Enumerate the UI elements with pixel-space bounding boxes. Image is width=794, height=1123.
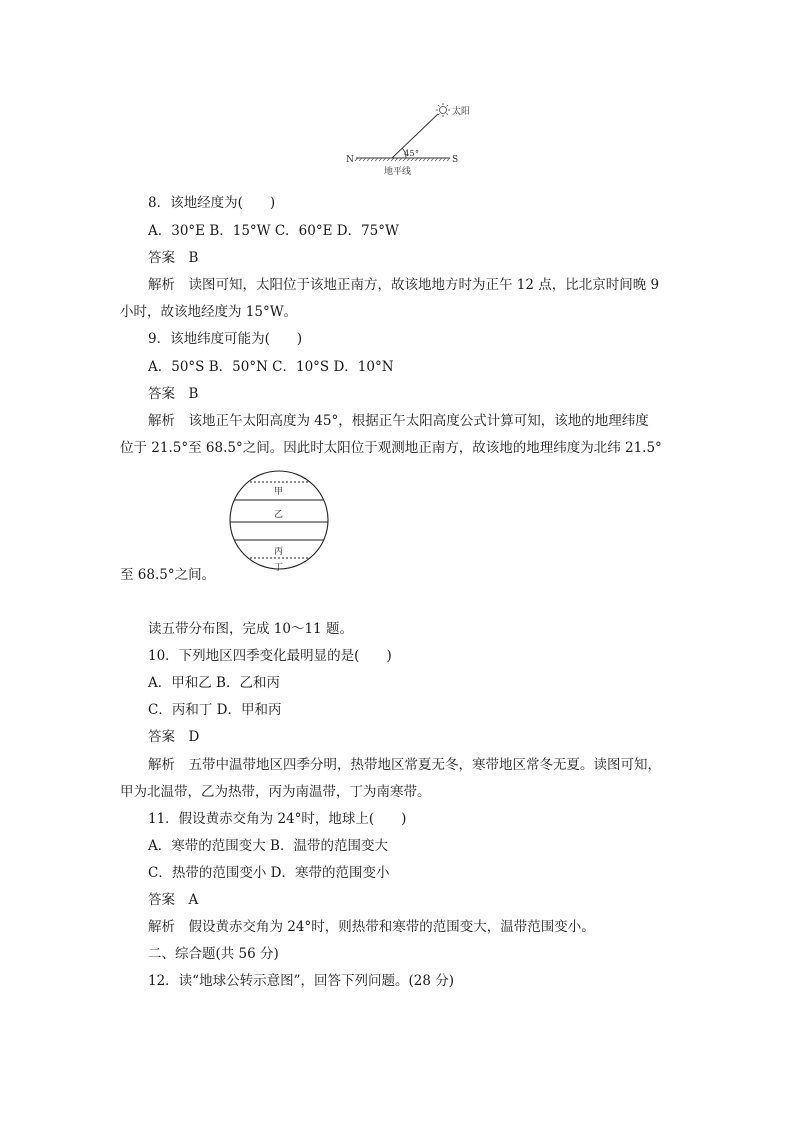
five-zones-diagram	[226, 470, 332, 574]
q11-options-line2: C．热带的范围变小 D．寒带的范围变小	[148, 865, 390, 881]
zone-c-label: 丙	[274, 547, 284, 557]
q9-options: A．50°S B．50°N C．10°S D．10°N	[148, 359, 394, 375]
q10-analysis-line2: 甲为北温带，乙为热带，丙为南温带，丁为南寒带。	[120, 784, 431, 800]
q10-analysis-line1: 解析 五带中温带地区四季分明，热带地区常夏无冬，寒带地区常冬无夏。读图可知，	[148, 757, 661, 773]
q10-options-line1: A．甲和乙 B．乙和丙	[148, 675, 280, 691]
q11-stem: 11．假设黄赤交角为 24°时，地球上( )	[148, 811, 407, 827]
zone-b-label: 乙	[274, 510, 284, 520]
sun-icon	[436, 103, 450, 117]
q12-stem: 12．读“地球公转示意图”，回答下列问题。(28 分)	[148, 973, 454, 989]
zone-d-label: 丁	[274, 563, 284, 573]
horizon-label: 地平线	[384, 167, 412, 177]
q9-analysis-line1: 解析 该地正午太阳高度为 45°，根据正午太阳高度公式计算可知，该地的地理纬度	[148, 413, 649, 429]
q9-answer: 答案 B	[148, 386, 199, 402]
sun-altitude-diagram	[340, 100, 480, 180]
q8-options: A．30°E B．15°W C．60°E D．75°W	[148, 223, 399, 239]
q8-analysis-line2: 小时，故该地经度为 15°W。	[120, 304, 298, 320]
q11-analysis: 解析 假设黄赤交角为 24°时，则热带和寒带的范围变大，温带范围变小。	[148, 919, 595, 935]
q9-analysis-line3: 至 68.5°之间。	[120, 567, 216, 583]
north-label: N	[346, 155, 354, 165]
intro-10-11: 读五带分布图，完成 10～11 题。	[148, 621, 353, 637]
south-label: S	[452, 155, 459, 165]
zone-a-label: 甲	[274, 487, 284, 497]
section-2-heading: 二、综合题(共 56 分)	[148, 946, 279, 962]
q8-answer: 答案 B	[148, 250, 199, 266]
q10-options-line2: C．丙和丁 D．甲和丙	[148, 702, 282, 718]
q11-answer: 答案 A	[148, 892, 199, 908]
sun-label: 太阳	[452, 107, 471, 117]
q10-stem: 10．下列地区四季变化最明显的是( )	[148, 648, 392, 664]
q11-options-line1: A．寒带的范围变大 B．温带的范围变大	[148, 838, 388, 854]
q8-analysis-line1: 解析 读图可知，太阳位于该地正南方，故该地地方时为正午 12 点，比北京时间晚 9	[148, 277, 660, 293]
angle-label: 45°	[404, 149, 420, 159]
q8-stem: 8．该地经度为( )	[148, 195, 276, 211]
q9-stem: 9．该地纬度可能为( )	[148, 331, 303, 347]
q9-analysis-line2: 位于 21.5°至 68.5°之间。因此时太阳位于观测地正南方，故该地的地理纬度为北纬 21.5°	[120, 440, 662, 456]
q10-answer: 答案 D	[148, 729, 200, 745]
